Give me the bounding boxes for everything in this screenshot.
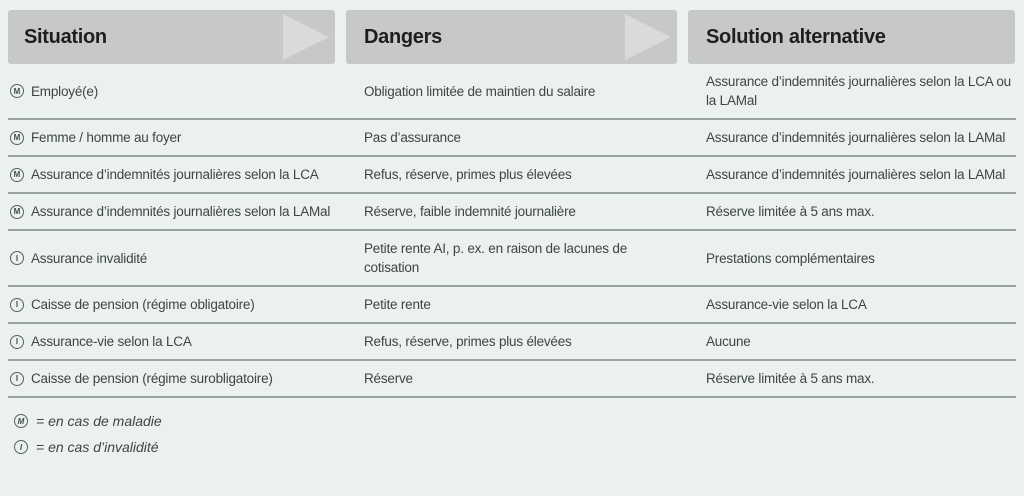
invalidite-icon: I	[10, 298, 24, 312]
situation-cell	[8, 82, 335, 101]
situation-cell	[8, 369, 335, 388]
table-row	[8, 157, 1016, 194]
header-label: Solution alternative	[706, 25, 886, 48]
situation-text: Caisse de pension (régime surobligatoire)	[31, 371, 273, 386]
table-row	[8, 120, 1016, 157]
situation-text: Femme / homme au foyer	[31, 130, 182, 145]
solution-cell: Assurance d’indemnités journalières selon la LCA ou la LAMal	[706, 74, 1011, 108]
danger-cell: Petite rente	[364, 297, 431, 312]
solution-cell: Réserve limitée à 5 ans max.	[706, 204, 875, 219]
invalidite-icon: I	[10, 372, 24, 386]
solution-cell: Assurance d’indemnités journalières selon la LAMal	[706, 130, 1006, 145]
legend-item-invalidite	[14, 434, 1016, 460]
situation-text: Assurance d’indemnités journalières selon la LAMal	[31, 204, 331, 219]
table-row	[8, 231, 1016, 287]
invalidite-icon: I	[14, 440, 28, 454]
situation-text: Assurance-vie selon la LCA	[31, 334, 192, 349]
table-row	[8, 64, 1016, 120]
maladie-icon: M	[10, 205, 24, 219]
danger-cell: Pas d’assurance	[364, 130, 461, 145]
header-solution-alternative	[688, 10, 1015, 64]
situation-text: Assurance d’indemnités journalières selon la LCA	[31, 167, 319, 182]
situation-text: Caisse de pension (régime obligatoire)	[31, 297, 255, 312]
situation-cell	[8, 295, 335, 314]
maladie-icon: M	[10, 84, 24, 98]
header-situation	[8, 10, 335, 64]
situation-cell	[8, 128, 335, 147]
solution-cell: Assurance d’indemnités journalières selon la LAMal	[706, 167, 1006, 182]
invalidite-icon: I	[10, 335, 24, 349]
danger-cell: Réserve, faible indemnité journalière	[364, 204, 576, 219]
situation-cell	[8, 332, 335, 351]
table-row	[8, 194, 1016, 231]
danger-cell: Refus, réserve, primes plus élevées	[364, 334, 572, 349]
arrow-right-icon	[625, 14, 671, 60]
situation-cell	[8, 249, 335, 268]
legend	[8, 408, 1016, 460]
situation-text: Assurance invalidité	[31, 250, 148, 266]
solution-cell: Assurance-vie selon la LCA	[706, 297, 867, 312]
danger-cell: Réserve	[364, 371, 413, 386]
header-label: Dangers	[364, 25, 442, 48]
table-row	[8, 361, 1016, 398]
table-row	[8, 324, 1016, 361]
header-dangers	[346, 10, 677, 64]
solution-cell: Aucune	[706, 334, 751, 349]
maladie-icon: M	[14, 414, 28, 428]
invalidite-icon: I	[10, 251, 24, 265]
situation-text: Employé(e)	[31, 83, 99, 99]
maladie-icon: M	[10, 131, 24, 145]
solution-cell: Prestations complémentaires	[706, 250, 875, 266]
arrow-right-icon	[283, 14, 329, 60]
legend-item-maladie	[14, 408, 1016, 434]
situation-cell	[8, 165, 335, 184]
danger-cell: Refus, réserve, primes plus élevées	[364, 167, 572, 182]
legend-text: = en cas de maladie	[36, 413, 162, 429]
situation-cell	[8, 202, 335, 221]
table-header-row	[8, 10, 1016, 64]
danger-cell: Obligation limitée de maintien du salaire	[364, 83, 596, 99]
header-label: Situation	[24, 25, 107, 48]
danger-cell: Petite rente AI, p. ex. en raison de lacunes de cotisation	[364, 241, 628, 275]
maladie-icon: M	[10, 168, 24, 182]
table-row	[8, 287, 1016, 324]
legend-text: = en cas d’invalidité	[36, 439, 159, 455]
solution-cell: Réserve limitée à 5 ans max.	[706, 371, 875, 386]
